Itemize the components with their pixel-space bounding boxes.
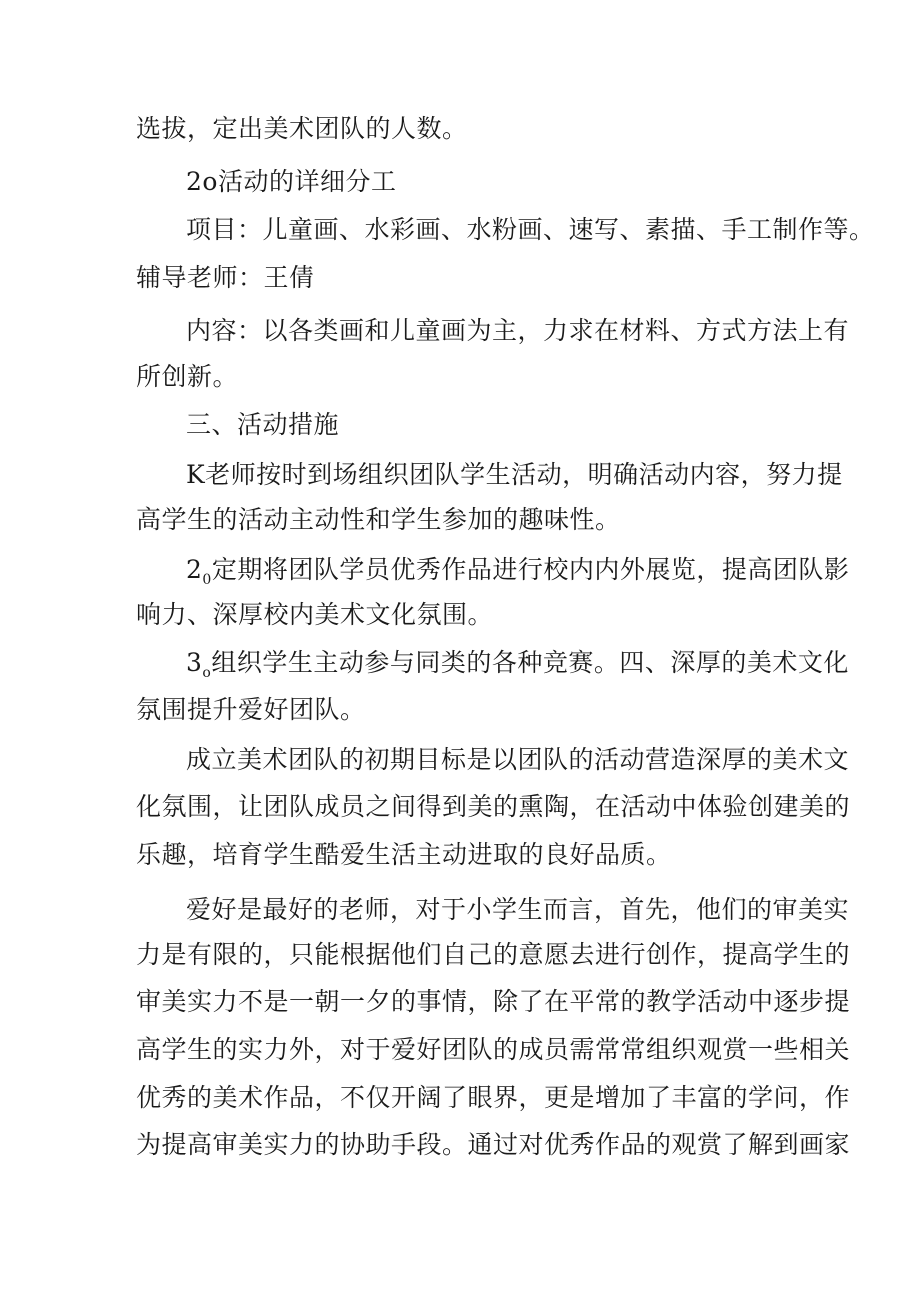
text-line-16: 乐趣，培育学生酷爱生活主动进取的良好品质。 [136, 840, 672, 869]
text-line-13: 氛围提升爱好团队。 [136, 695, 366, 724]
text-line-12-body: 组织学生主动参与同类的各种竞赛。四、深厚的美术文化 [211, 648, 849, 677]
text-line-11: 响力、深厚校内美术文化氛围。 [136, 600, 494, 629]
text-line-9: 高学生的活动主动性和学生参加的趣味性。 [136, 505, 621, 534]
text-line-7: 三、活动措施 [186, 410, 340, 439]
item-number: 2 [186, 555, 203, 584]
text-line-10-body: 定期将团队学员优秀作品进行校内内外展览，提高团队影 [211, 555, 850, 584]
text-line-21: 优秀的美术作品，不仅开阔了眼界，更是增加了丰富的学问，作 [136, 1083, 851, 1112]
text-line-20: 高学生的实力外，对于爱好团队的成员需常常组织观赏一些相关 [136, 1035, 851, 1064]
text-line-18: 力是有限的，只能根据他们自己的意愿去进行创作，提高学生的 [136, 940, 851, 969]
text-line-4: 辅导老师：王倩 [136, 263, 315, 292]
item-number-suffix: 0 [202, 572, 212, 588]
text-line-19: 审美实力不是一朝一夕的事情，除了在平常的教学活动中逐步提 [136, 987, 851, 1016]
text-line-12 [186, 638, 920, 688]
text-line-1: 选拔，定出美术团队的人数。 [136, 114, 468, 143]
text-line-3: 项目：儿童画、水彩画、水粉画、速写、素描、手工制作等。 [186, 215, 875, 244]
text-line-22: 为提高审美实力的协助手段。通过对优秀作品的观赏了解到画家 [136, 1130, 851, 1159]
text-line-15: 化氛围，让团队成员之间得到美的熏陶，在活动中体验创建美的 [136, 792, 851, 821]
text-line-2: 2o活动的详细分工 [186, 167, 397, 196]
item-number: 3 [186, 648, 203, 677]
item-number-suffix: o [202, 665, 212, 681]
text-line-10 [186, 545, 920, 595]
text-line-17: 爱好是最好的老师，对于小学生而言，首先，他们的审美实 [186, 895, 850, 924]
text-line-5: 内容：以各类画和儿童画为主，力求在材料、方式方法上有 [186, 316, 850, 345]
text-line-14: 成立美术团队的初期目标是以团队的活动营造深厚的美术文 [186, 745, 850, 774]
text-line-8: K老师按时到场组织团队学生活动，明确活动内容，努力提 [186, 460, 843, 489]
text-line-6: 所创新。 [136, 362, 239, 391]
